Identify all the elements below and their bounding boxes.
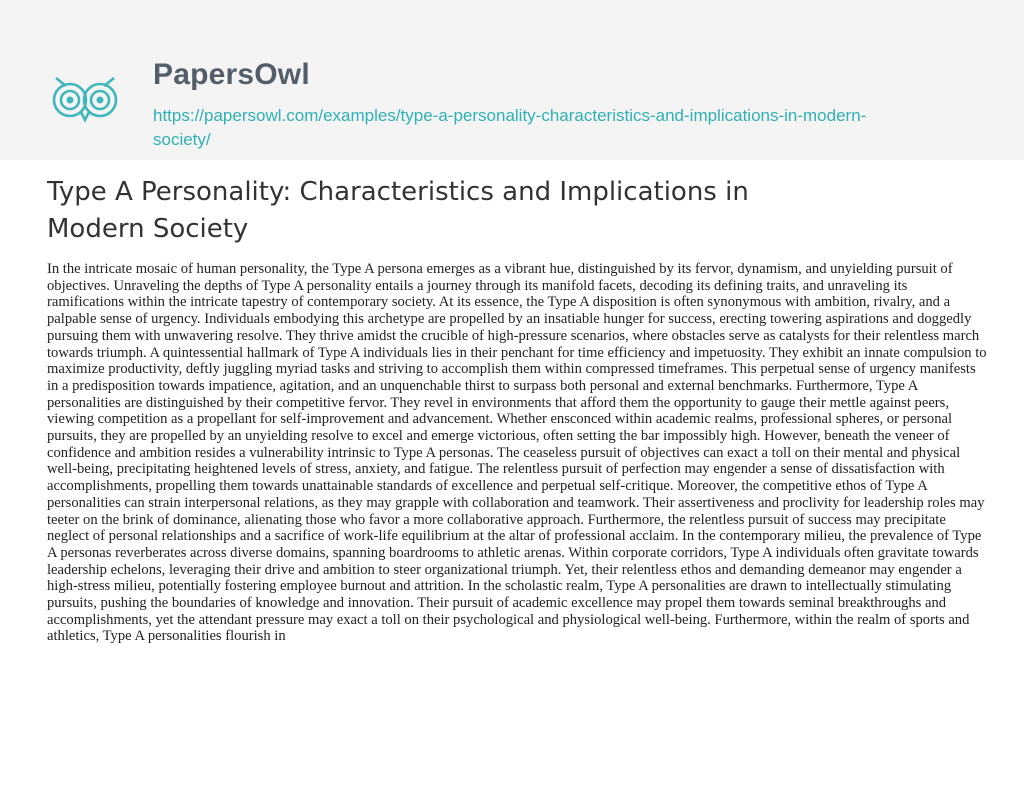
document-title: Type A Personality: Characteristics and Implications in Modern Society	[47, 177, 749, 244]
owl-icon	[46, 66, 124, 126]
source-url-link[interactable]: https://papersowl.com/examples/type-a-personality-characteristics-and-implications-in-modern-society/	[153, 106, 867, 149]
brand-name: PapersOwl	[153, 58, 310, 91]
header-banner	[0, 0, 1024, 160]
document-body: In the intricate mosaic of human personality, the Type A persona emerges as a vibrant hue, distinguished by its fervor, dynamism, and unyielding pursuit of objectives. Unraveling the depths of Type A personality entails a journey through its manifold facets, decoding its defining traits, and unraveling its ramifications within the intricate tapestry of contemporary society. At its essence, the Type A disposition is often synonymous with ambition, rivalry, and a palpable sense of urgency. Individuals embodying this archetype are propelled by an insatiable hunger for success, erecting towering aspirations and doggedly pursuing them with unwavering resolve. They thrive amidst the crucible of high-pressure scenarios, where obstacles serve as catalysts for their relentless march towards triumph. A quintessential hallmark of Type A individuals lies in their penchant for time efficiency and impetuosity. They exhibit an innate compulsion to maximize productivity, deftly juggling myriad tasks and striving to accomplish them within compressed timeframes. This perpetual sense of urgency manifests in a predisposition towards impatience, agitation, and an unquenchable thirst to surpass both personal and external benchmarks. Furthermore, Type A personalities are distinguished by their competitive fervor. They revel in environments that afford them the opportunity to gauge their mettle against peers, viewing competition as a propellant for self-improvement and advancement. Whether ensconced within academic realms, professional spheres, or personal pursuits, they are propelled by an unyielding resolve to excel and emerge victorious, often setting the bar impossibly high. However, beneath the veneer of confidence and ambition resides a vulnerability intrinsic to Type A personas. The ceaseless pursuit of objectives can exact a toll on their mental and physical well-being, precipitating heightened levels of stress, anxiety, and fatigue. The relentless pursuit of perfection may engender a sense of dissatisfaction with accomplishments, propelling them towards unattainable standards of excellence and perpetual self-critique. Moreover, the competitive ethos of Type A personalities can strain interpersonal relations, as they may grapple with collaboration and teamwork. Their assertiveness and proclivity for leadership roles may teeter on the brink of dominance, alienating those who favor a more collaborative approach. Furthermore, the relentless pursuit of success may precipitate neglect of personal relationships and a sacrifice of work-life equilibrium at the altar of professional acclaim. In the contemporary milieu, the prevalence of Type A personas reverberates across diverse domains, spanning boardrooms to athletic arenas. Within corporate corridors, Type A individuals often gravitate towards leadership echelons, leveraging their drive and ambition to steer organizational triumph. Yet, their relentless ethos and demanding demeanor may engender a high-stress milieu, potentially fostering employee burnout and attrition. In the scholastic realm, Type A personalities are drawn to intellectually stimulating pursuits, pushing the boundaries of knowledge and innovation. Their pursuit of academic excellence may propel them towards seminal breakthroughs and accomplishments, yet the attendant pressure may exact a toll on their psychological and physiological well-being. Furthermore, within the realm of sports and athletics, Type A personalities flourish in	[47, 261, 987, 645]
